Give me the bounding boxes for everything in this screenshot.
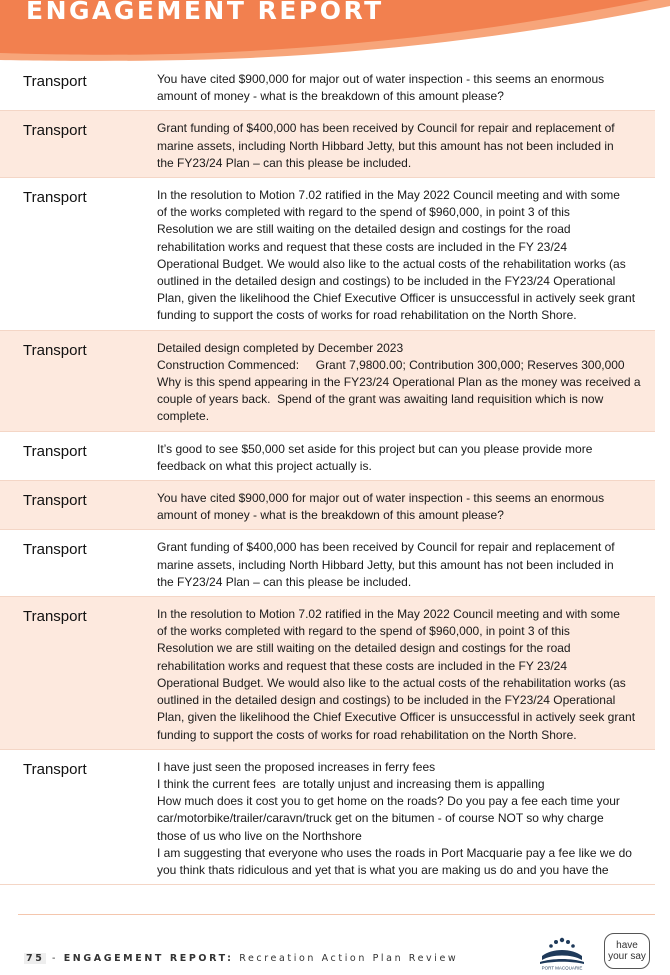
comment-line: amount of money - what is the breakdown of this amount please? — [157, 508, 504, 523]
comment-line: couple of years back. Spend of the grant was awaiting land requisition which is now — [157, 392, 604, 407]
comment-line: You have cited $900,000 for major out of water inspection - this seems an enormous — [157, 72, 605, 86]
comment-line: the FY23/24 Plan – can this please be included. — [157, 155, 412, 170]
comment-line: feedback on what this project actually is. — [157, 458, 372, 473]
badge-line-1: have — [616, 940, 638, 951]
comment-line: funding to support the costs of works for road rehabilitation on the North Shore. — [157, 727, 577, 742]
row-comment — [157, 490, 647, 524]
comment-line: complete. — [157, 409, 210, 424]
table-row — [0, 111, 655, 178]
comment-line: I think the current fees are totally unjust and increasing them is appalling — [157, 776, 545, 791]
comment-line: Grant funding of $400,000 has been received by Council for repair and replacement of — [157, 540, 615, 555]
port-macquarie-logo — [534, 934, 590, 970]
comment-line: Operational Budget. We would also like to the actual costs of the rehabilitation works (as — [157, 256, 626, 271]
row-comment — [157, 340, 647, 426]
comment-line: Why is this spend appearing in the FY23/24 Operational Plan as the money was received a — [157, 375, 641, 390]
footer-report-subtitle: Recreation Action Plan Review — [239, 953, 459, 964]
table-row — [0, 432, 655, 481]
comment-line: rehabilitation works and request that these costs are included in the FY 23/24 — [157, 658, 568, 673]
row-category: Transport — [23, 492, 87, 510]
row-category: Transport — [23, 760, 87, 778]
row-category: Transport — [23, 341, 87, 359]
row-comment — [157, 187, 647, 325]
footer-report-label: ENGAGEMENT REPORT: — [63, 953, 234, 964]
comment-line: rehabilitation works and request that these costs are included in the FY 23/24 — [157, 239, 568, 254]
row-comment — [157, 120, 647, 172]
table-row — [0, 62, 655, 111]
row-comment — [157, 441, 647, 475]
comment-line: Detailed design completed by December 2023 — [157, 340, 404, 355]
row-category: Transport — [23, 608, 87, 626]
comment-line: car/motorbike/trailer/caravn/truck get on the bitumen - of course NOT so why charge — [157, 811, 604, 826]
comment-line: those of us who live on the Northshore — [157, 828, 362, 843]
comment-line: funding to support the costs of works for road rehabilitation on the North Shore. — [157, 308, 577, 323]
table-row — [0, 750, 655, 885]
logo-wordmark: PORT MACQUARIE — [541, 965, 583, 970]
comment-line: Grant funding of $400,000 has been received by Council for repair and replacement of — [157, 121, 615, 136]
comment-line: outlined in the detailed design and costings) to be included in the FY23/24 Operational — [157, 693, 616, 708]
feedback-table — [0, 62, 655, 885]
table-row — [0, 331, 655, 432]
comment-line: outlined in the detailed design and costings) to be included in the FY23/24 Operational — [157, 274, 616, 289]
comment-line: I have just seen the proposed increases in ferry fees — [157, 759, 436, 774]
comment-line: of the works completed with regard to the spend of $960,000, in point 3 of this — [157, 205, 570, 220]
page-title: ENGAGEMENT REPORT — [26, 0, 384, 25]
comment-line: I am suggesting that everyone who uses the roads in Port Macquarie pay a fee like we do — [157, 845, 632, 860]
row-comment — [157, 759, 647, 879]
table-row — [0, 597, 655, 750]
port-macquarie-logo-icon — [534, 934, 590, 970]
row-category: Transport — [23, 541, 87, 559]
comment-line: Plan, given the likelihood the Chief Executive Officer is unsuccessful in actively seek grant — [157, 291, 636, 306]
comment-line: It’s good to see $50,000 set aside for this project but can you please provide more — [157, 441, 593, 456]
footer-divider — [18, 914, 655, 915]
have-your-say-badge — [604, 933, 650, 969]
row-comment — [157, 539, 647, 591]
comment-line: In the resolution to Motion 7.02 ratified in the May 2022 Council meeting and with some — [157, 188, 620, 203]
row-category: Transport — [23, 442, 87, 460]
comment-line: marine assets, including North Hibbard Jetty, but this amount has not been included in — [157, 557, 614, 572]
badge-line-2: your say — [608, 951, 646, 962]
report-header — [0, 0, 670, 62]
table-row — [0, 530, 655, 597]
comment-line: Construction Commenced: Grant 7,9800.00; Contribution 300,000; Reserves 300,000 — [157, 357, 625, 372]
comment-line: Resolution we are still waiting on the detailed design and costings for the road — [157, 641, 571, 656]
comment-line: How much does it cost you to get home on the roads? Do you pay a fee each time your — [157, 794, 620, 809]
table-row — [0, 178, 655, 331]
comment-line: of the works completed with regard to the spend of $960,000, in point 3 of this — [157, 624, 570, 639]
row-comment — [157, 606, 647, 744]
comment-line: the FY23/24 Plan – can this please be included. — [157, 574, 412, 589]
row-category: Transport — [23, 189, 87, 207]
comment-line: Plan, given the likelihood the Chief Executive Officer is unsuccessful in actively seek grant — [157, 710, 636, 725]
comment-line: Operational Budget. We would also like to the actual costs of the rehabilitation works (as — [157, 675, 626, 690]
comment-line: In the resolution to Motion 7.02 ratified in the May 2022 Council meeting and with some — [157, 607, 620, 622]
comment-line: You have cited $900,000 for major out of water inspection - this seems an enormous — [157, 491, 605, 506]
row-comment — [157, 71, 647, 105]
footer-separator: - — [46, 953, 64, 964]
comment-line: amount of money - what is the breakdown of this amount please? — [157, 89, 504, 104]
footer — [24, 953, 458, 964]
row-category: Transport — [23, 122, 87, 140]
row-category: Transport — [23, 73, 87, 90]
page-number: 75 — [26, 953, 45, 964]
comment-line: marine assets, including North Hibbard Jetty, but this amount has not been included in — [157, 138, 614, 153]
table-row — [0, 481, 655, 530]
comment-line: you think thats ridiculous and yet that is what you are making us do and you have the — [157, 862, 609, 877]
comment-line: Resolution we are still waiting on the detailed design and costings for the road — [157, 222, 571, 237]
